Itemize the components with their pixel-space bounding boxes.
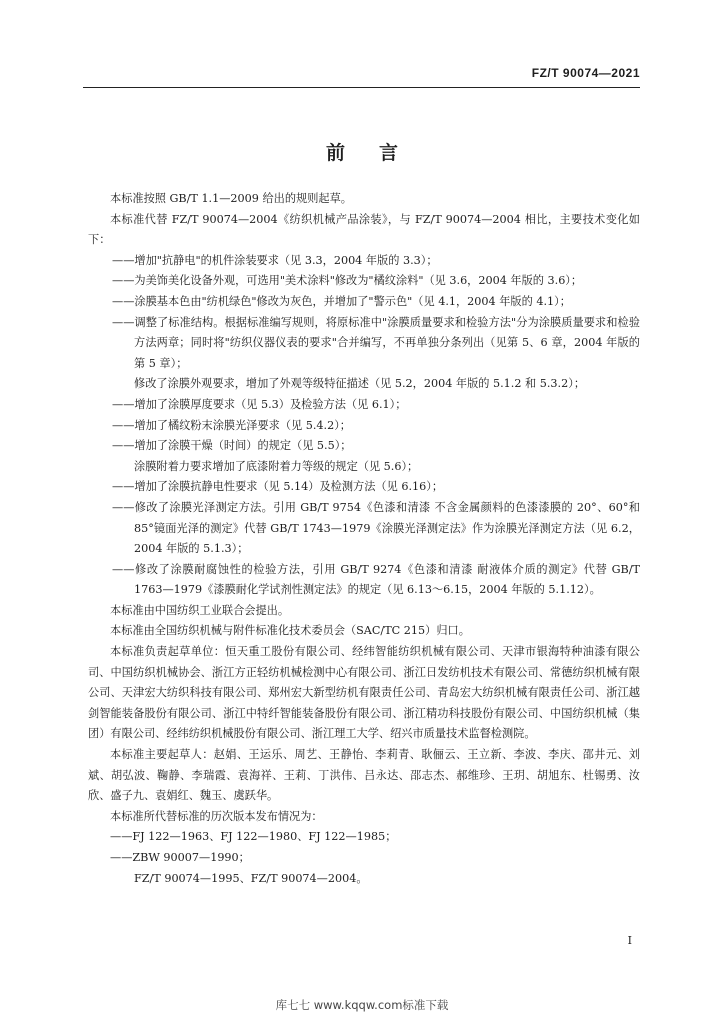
- paragraph-drafting-rule: 本标准按照 GB/T 1.1—2009 给出的规则起草。: [110, 192, 352, 205]
- paragraph-proposer: 本标准由中国纺织工业联合会提出。: [110, 603, 290, 617]
- page-title: 前言: [325, 142, 432, 164]
- change-item: ——增加了涂膜抗静电性要求（见 5.14）及检测方法（见 6.16）；: [112, 480, 444, 494]
- history-item: ——FJ 122—1963、FJ 122—1980、FJ 122—1985；: [110, 830, 397, 844]
- history-item: ——ZBW 90007—1990；: [110, 851, 250, 864]
- paragraph-drafting-units: 本标准负责起草单位：恒天重工股份有限公司、经纬智能纺织机械有限公司、天津市银海特种油漆有限公司、中国纺织机械协会、浙江方正轻纺机械检测中心有限公司、浙江日发纺机技术有限公司、常德纺织机械有限公司、天津宏大纺织科技有限公司、郑州宏大新型纺机有限责任公司、青岛宏大纺织机械有限责任公司、浙江越剑智能装备股份有限公司、浙江中特纤智能装备股份有限公司、浙江精功科技股份有限公司、中国纺织机械（集团）有限公司、经纬纺织机械股份有限公司、浙江理工大学、绍兴市质量技术监督检测院。: [88, 645, 640, 741]
- history-item-continuation: FZ/T 90074—1995、FZ/T 90074—2004。: [134, 871, 368, 885]
- change-item: ——增加了涂膜厚度要求（见 5.3）及检验方法（见 6.1）；: [112, 397, 407, 411]
- paragraph-history-intro: 本标准所代替标准的历次版本发布情况为：: [110, 809, 323, 823]
- paragraph-committee: 本标准由全国纺织机械与附件标准化技术委员会（SAC/TC 215）归口。: [110, 624, 470, 638]
- header-rule: [83, 87, 640, 88]
- change-item: ——增加了涂膜干燥（时间）的规定（见 5.5）；: [112, 439, 352, 453]
- change-item: ——修改了涂膜光泽测定方法。引用 GB/T 9754《色漆和清漆 不含金属颜料的色漆漆膜的 20°、60°和 85°镜面光泽的测定》代替 GB/T 1743—1979《涂膜光泽测定法》作为涂膜光泽测定方法（见 6.2，2004 年版的 5.1.3）；: [112, 500, 640, 556]
- change-item: ——修改了涂膜耐腐蚀性的检验方法，引用 GB/T 9274《色漆和清漆 耐液体介质的测定》代替 GB/T 1763—1979《漆膜耐化学试剂性测定法》的规定（见 6.13～6.15，2004 年版的 5.1.12）。: [112, 562, 640, 597]
- change-item: ——增加"抗静电"的机件涂装要求（见 3.3，2004 年版的 3.3）；: [112, 253, 438, 267]
- standard-code: FZ/T 90074—2021: [531, 66, 640, 80]
- change-item-continuation: 涂膜附着力要求增加了底漆附着力等级的规定（见 5.6）；: [134, 459, 419, 473]
- change-item: ——为美饰美化设备外观，可选用"美术涂料"修改为"橘纹涂料"（见 3.6，2004 年版的 3.6）；: [112, 274, 583, 288]
- change-item: ——增加了橘纹粉末涂膜光泽要求（见 5.4.2）；: [112, 418, 351, 432]
- change-item: ——调整了标准结构。根据标准编写规则，将原标准中"涂膜质量要求和检验方法"分为涂膜质量要求和检验方法两章；同时将"纺织仪器仪表的要求"合并编写，不再单独分条列出（见第 5、6 章，2004 年版的第 5 章）；: [112, 315, 640, 370]
- change-item: ——涂膜基本色由"纺机绿色"修改为灰色，并增加了"警示色"（见 4.1，2004 年版的 4.1）；: [112, 294, 571, 308]
- footer-watermark: 库七七 www.kqqw.com标准下载: [275, 998, 449, 1012]
- paragraph-drafters: 本标准主要起草人：赵娟、王运乐、周艺、王静怡、李莉青、耿俪云、王立新、李波、李庆、邵井元、刘斌、胡弘波、鞠静、李瑞霞、袁海祥、王莉、丁洪伟、吕永达、邵志杰、郝维珍、王玥、胡旭东、杜锡勇、汝欣、盛子九、袁娟红、魏玉、虞跃华。: [88, 748, 640, 803]
- page-number: I: [627, 934, 632, 947]
- foreword-content: [88, 189, 640, 889]
- change-item-continuation: 修改了涂膜外观要求，增加了外观等级特征描述（见 5.2，2004 年版的 5.1.2 和 5.3.2）；: [134, 377, 586, 391]
- paragraph-replacement: 本标准代替 FZ/T 90074—2004《纺织机械产品涂装》，与 FZ/T 90074—2004 相比，主要技术变化如下：: [88, 212, 640, 247]
